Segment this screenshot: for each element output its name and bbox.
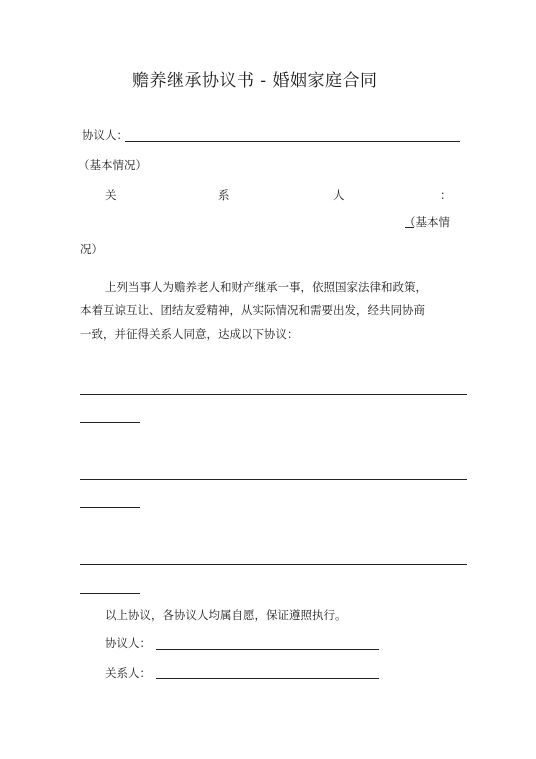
clause-1-line: [80, 394, 467, 395]
body-line-3: 一致，并征得关系人同意，达成以下协议：: [80, 327, 299, 341]
sign-relation-label: 关系人：: [105, 666, 151, 680]
body-line-2: 本着互谅互让、团结友爱精神，从实际情况和需要出发，经共同协商: [80, 303, 425, 317]
sign-party-line: [156, 649, 379, 650]
clause-1-line-short: [80, 422, 140, 423]
sign-party-label: 协议人：: [105, 636, 151, 650]
relation-char-2: 系: [218, 188, 230, 202]
party-label: 协议人：: [82, 128, 128, 142]
basic-info-note-2: （基本情: [404, 215, 450, 229]
body-line-1: 上列当事人为赡养老人和财产继承一事，依照国家法律和政策，: [105, 280, 427, 294]
relation-char-1: 关: [105, 188, 117, 202]
clause-2-line: [80, 479, 467, 480]
clause-3-line-short: [80, 593, 140, 594]
relation-char-colon: ：: [440, 188, 452, 202]
clause-2-line-short: [80, 507, 140, 508]
relation-char-3: 人: [333, 188, 345, 202]
clause-3-line: [80, 564, 467, 565]
sign-relation-line: [156, 678, 379, 679]
basic-info-note-2-cont: 况）: [80, 242, 103, 256]
basic-info-note: （基本情况）: [78, 158, 147, 172]
closing-statement: 以上协议，各协议人均属自愿，保证遵照执行。: [105, 608, 347, 622]
document-title: 赡养继承协议书 - 婚姻家庭合同: [132, 71, 378, 91]
party-blank-line: [125, 141, 460, 142]
